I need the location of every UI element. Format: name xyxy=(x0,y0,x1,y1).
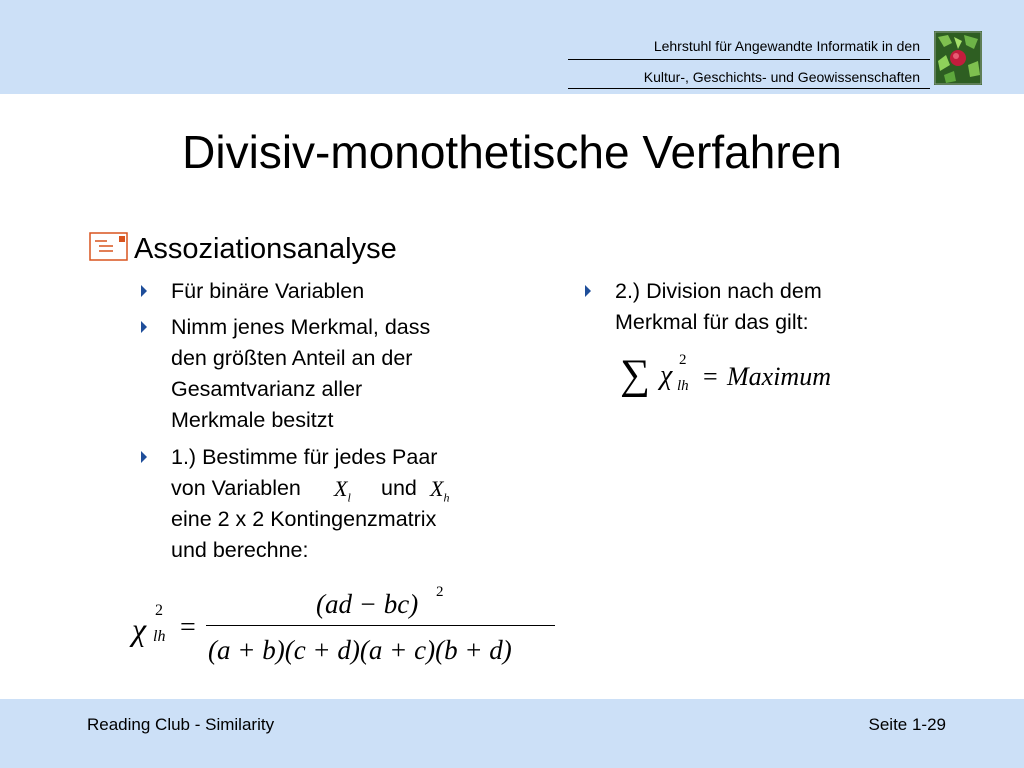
chi-subscript: lh xyxy=(677,378,689,394)
slide-bullet-icon xyxy=(89,232,129,262)
header-underline xyxy=(568,88,930,89)
chi-symbol: χ xyxy=(660,360,673,391)
bullet-3-line-2: von Variablen xyxy=(171,476,301,500)
equals-sign: = xyxy=(703,362,718,391)
chi-superscript: 2 xyxy=(679,352,687,368)
institution-line-2: Kultur-, Geschichts- und Geowissenschaften xyxy=(643,69,920,85)
numerator-exponent: 2 xyxy=(436,584,444,600)
variable-xl: $X_l$ xyxy=(334,476,351,505)
formula-numerator: (ad − bc) xyxy=(316,589,419,619)
bullet-2-line-3: Gesamtvarianz aller xyxy=(171,377,363,401)
bullet-2-line-2: den größten Anteil an der xyxy=(171,346,413,370)
section-heading: Assoziationsanalyse xyxy=(134,233,397,265)
bullet-arrow-icon xyxy=(141,285,147,297)
footer-page-number: Seite 1-29 xyxy=(868,715,946,734)
bullet-3-line-2-und: und xyxy=(381,476,417,500)
header-divider xyxy=(568,59,930,60)
bullet-arrow-icon xyxy=(141,451,147,463)
bullet-3-line-4: und berechne: xyxy=(171,538,309,562)
institution-line-1: Lehrstuhl für Angewandte Informatik in den xyxy=(653,38,920,54)
bullet-2-line-1: Nimm jenes Merkmal, dass xyxy=(171,315,431,339)
chi-symbol: χ xyxy=(132,611,147,647)
formula-denominator: (a + b)(c + d)(a + c)(b + d) xyxy=(208,635,512,665)
sum-symbol: ∑ xyxy=(620,352,650,398)
fraction-bar xyxy=(206,625,555,626)
university-logo-icon xyxy=(934,31,982,85)
bullet-1-line-1: Für binäre Variablen xyxy=(171,279,365,303)
right-bullet-line-1: 2.) Division nach dem xyxy=(615,279,822,303)
chi-superscript: 2 xyxy=(155,602,163,619)
slide-title: Divisiv-monothetische Verfahren xyxy=(182,126,842,178)
maximum-text: Maximum xyxy=(727,362,831,391)
equals-sign: = xyxy=(180,612,196,643)
chi-subscript: lh xyxy=(153,628,166,645)
bullet-arrow-icon xyxy=(141,321,147,333)
right-bullet-line-2: Merkmal für das gilt: xyxy=(615,310,809,334)
variable-xh: $X_h$ xyxy=(430,476,450,505)
bullet-3-line-3: eine 2 x 2 Kontingenzmatrix xyxy=(171,507,437,531)
bullet-2-line-4: Merkmale besitzt xyxy=(171,408,334,432)
footer-course: Reading Club - Similarity xyxy=(87,715,275,734)
bullet-3-line-1: 1.) Bestimme für jedes Paar xyxy=(171,445,438,469)
bullet-arrow-icon xyxy=(585,285,591,297)
